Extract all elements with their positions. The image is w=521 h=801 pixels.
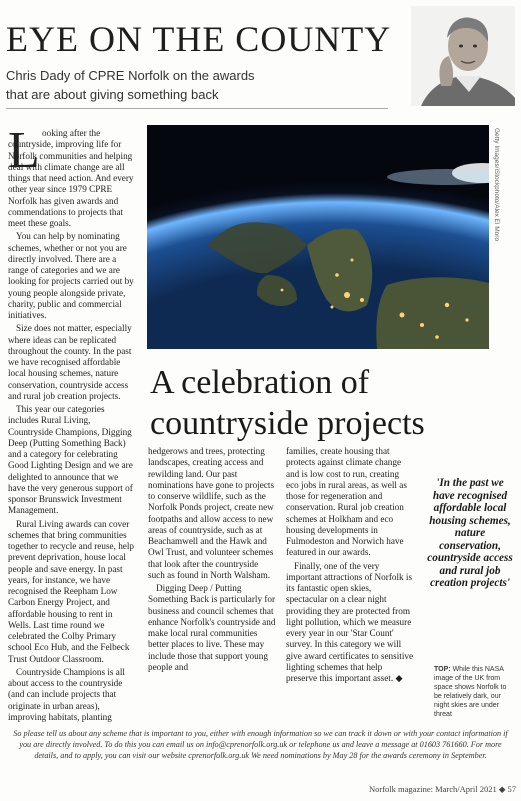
- paragraph: Digging Deep / Putting Something Back is particularly for business and council schemes that enhance Norfolk's countryside and make local rural communities better places to live. These may include those that support young people and: [148, 583, 276, 672]
- pull-quote: 'In the past we have recognised affordable local housing schemes, nature conservation, countryside access and rural job creation projects': [427, 477, 513, 589]
- drop-cap: L: [8, 122, 40, 179]
- photo-credit-text: Getty Images/iStockphoto/Alex El Moro: [493, 128, 500, 242]
- page-folio: Norfolk magazine: March/April 2021 ◆ 57: [369, 784, 516, 794]
- subtitle-line-1: Chris Dady of CPRE Norfolk on the awards: [6, 68, 255, 83]
- caption-text: While this NASA image of the UK from space shows Norfolk to be relatively dark, our night skies are under threat: [434, 666, 507, 718]
- author-portrait: [411, 6, 515, 106]
- paragraph: Finally, one of the very important attractions of Norfolk is its fantastic open skies, spectacular on a clear night providing they are protected from light pollution, which we measure every year in our 'Star Count' survey. In this category we will give award certificates to sensitive lighting schemes that help preserve this important asset. ◆: [286, 560, 414, 683]
- call-to-action-footer: So please tell us about any scheme that is important to you, either with enough information so we can track it down or with your contact information if you are directly involved. To do this you can email us on info@cprenorfolk.org.uk or telephone us and leave a message at 01603 761660. For more details, and to apply, you can visit our website cprenorfolk.org.uk We need nominations by May 28 for the awards ceremony in September.: [13, 729, 508, 760]
- article-column-2: [148, 446, 277, 675]
- paragraph: This year our categories includes Rural Living, Countryside Champions, Digging Deep (Putting Something Back) and a category for celebrating Good Lighting Design and we are delighted to announce that we have the very generous support of sponsor Brunswick Investment Management.: [8, 404, 133, 516]
- photo-caption: [434, 665, 516, 719]
- headline: [150, 362, 490, 444]
- photo-credit: [492, 126, 504, 346]
- subtitle-line-2: that are about giving something back: [6, 87, 219, 102]
- page-title: EYE ON THE COUNTY: [6, 19, 392, 59]
- paragraph: Size does not matter, especially where ideas can be replicated throughout the county. In the past we have recognised affordable local housing schemes, nature conservation, countryside access and rural job creation projects.: [8, 323, 132, 401]
- paragraph: You can help by nominating schemes, whether or not you are directly involved. There are a range of categories and we are looking for projects carried out by young people alongside private, charity, public and commercial initiatives.: [8, 231, 134, 320]
- paragraph: hedgerows and trees, protecting landscapes, creating access and rewilding land. Our past nominations have gone to projects to conserve wildlife, such as the Norfolk Ponds project, create new footpaths and allow access to new areas of countryside, such as at Beachamwell and the Hawk and Owl Trust, and volunteer schemes that look after the countryside such as found in North Walsham.: [148, 446, 275, 580]
- headline-line-2: countryside projects: [150, 405, 425, 442]
- paragraph: families, create housing that protects against climate change and is low cost to run, creating eco jobs in rural areas, as well as those for regeneration and conservation. Rural job creation schemes at Holkham and eco housing developments in Fulmodeston and Norwich have featured in our awards.: [286, 446, 407, 558]
- headline-line-1: A celebration of: [150, 364, 370, 401]
- paragraph: ooking after the countryside, improving life for Norfolk communities and helping deal with climate change are all things that need action. And every other year since 1979 CPRE Norfolk has given awards and commendations to projects that meet these goals.: [8, 128, 134, 228]
- article-column-3: [286, 446, 414, 686]
- paragraph: Countryside Champions is all about access to the countryside (and can include projects that originate in urban areas), improving habitats, planting: [8, 666, 125, 722]
- caption-label: TOP:: [434, 666, 451, 673]
- header-rule: [6, 108, 388, 109]
- paragraph: Rural Living awards can cover schemes that bring communities together to recycle and reuse, help prevent deprivation, house local people and save energy. In past years, for instance, we have recognised the Reepham Low Carbon Energy Project, and affordable housing to rent in Wells. Last time round we celebrated the Colby Primary school Eco Hub, and the Felbeck Trust Outdoor Classroom.: [8, 518, 135, 664]
- earth-from-space-photo: [147, 125, 489, 349]
- article-column-1: [8, 128, 134, 725]
